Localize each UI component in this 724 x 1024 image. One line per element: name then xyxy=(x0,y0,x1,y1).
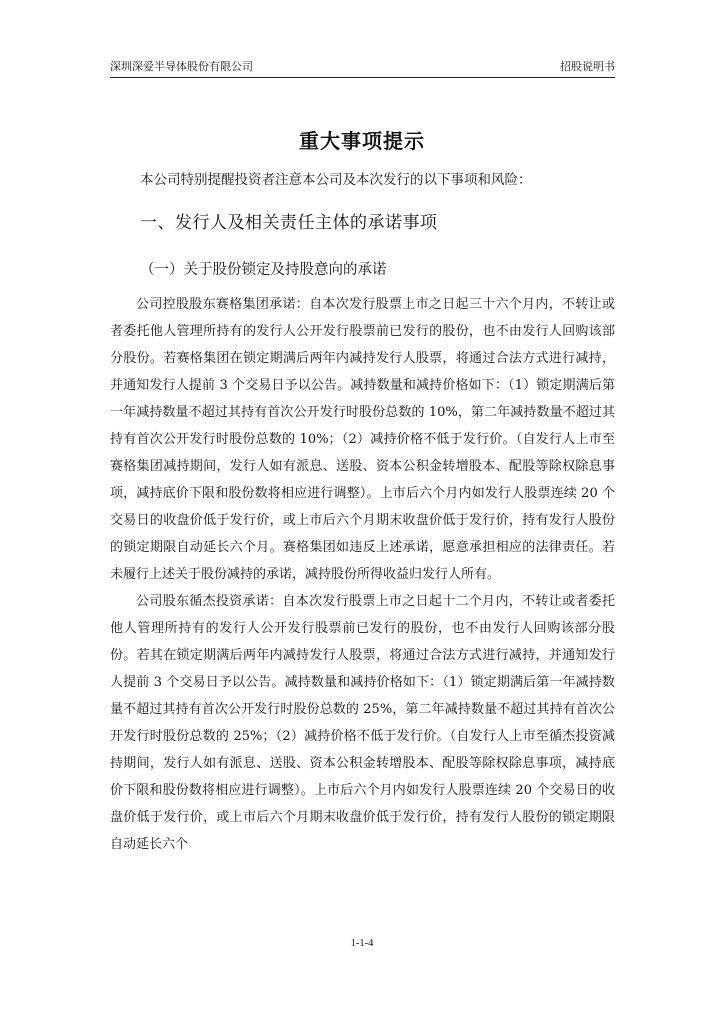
intro-text: 本公司特别提醒投资者注意本公司及本次发行的以下事项和风险： xyxy=(140,172,532,188)
header-company-name: 深圳深爱半导体股份有限公司 xyxy=(110,60,253,73)
header-doc-type: 招股说明书 xyxy=(560,60,615,73)
section-heading: 一、发行人及相关责任主体的承诺事项 xyxy=(140,213,438,233)
paragraph-controlling-shareholder: 公司控股股东赛格集团承诺：自本次发行股票上市之日起三十六个月内，不转让或者委托他人管理所持有的发行人公开发行股票前已发行的股份，也不由发行人回购该部分股份。若赛格集团在锁定期满后两年内减持发行人股票，将通过合法方式进行减持，并通知发行人提前 3 个交易日予以公告。减持数量和减持价格如下：（1）锁定期满后第一年减持数量不超过其持有首次公开发行时股份总数的 10%，第二年减持数量不超过其持有首次公开发行时股份总数的 10%；（2）减持价格不低于发行价。（自发行人上市至赛格集团减持期间，发行人如有派息、送股、资本公积金转增股本、配股等除权除息事项，减持底价下限和股份数将相应进行调整）。上市后六个月内如发行人股票连续 20 个交易日的收盘价低于发行价，或上市后六个月期末收盘价低于发行价，持有发行人股份的锁定期限自动延长六个月。赛格集团如违反上述承诺，愿意承担相应的法律责任。若未履行上述关于股份减持的承诺，减持股份所得收益归发行人所有。 xyxy=(110,297,615,582)
body-text xyxy=(110,291,615,858)
subsection-heading: （一）关于股份锁定及持股意向的承诺 xyxy=(140,262,387,278)
paragraph-shareholder-xunjie: 公司股东循杰投资承诺：自本次发行股票上市之日起十二个月内，不转让或者委托他人管理所持有的发行人公开发行股票前已发行的股份，也不由发行人回购该部分股份。若其在锁定期满后两年内减持发行人股票，将通过合法方式进行减持，并通知发行人提前 3 个交易日予以公告。减持数量和减持价格如下：（1）锁定期满后第一年减持数量不超过其持有首次公开发行时股份总数的 25%，第二年减持数量不超过其持有首次公开发行时股份总数的 25%；（2）减持价格不低于发行价。（自发行人上市至循杰投资减持期间，发行人如有派息、送股、资本公积金转增股本、配股等除权除息事项，减持底价下限和股份数将相应进行调整）。上市后六个月内如发行人股票连续 20 个交易日的收盘价低于发行价，或上市后六个月期末收盘价低于发行价，持有发行人股份的锁定期限自动延长六个 xyxy=(110,594,615,852)
document-title: 重大事项提示 xyxy=(299,129,425,153)
page-header xyxy=(110,57,615,78)
page-number: 1-1-4 xyxy=(350,938,374,949)
